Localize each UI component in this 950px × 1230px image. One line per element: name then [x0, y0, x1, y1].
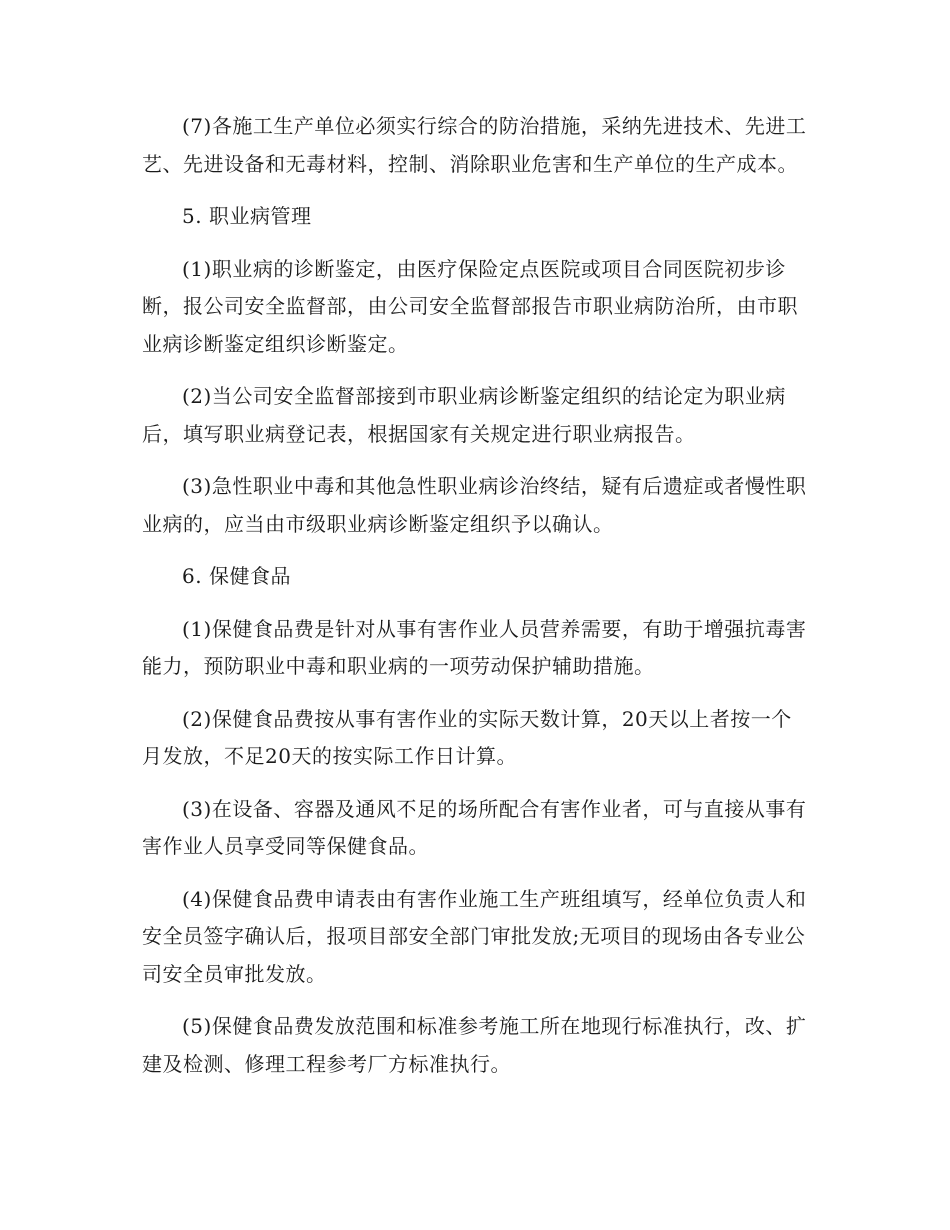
paragraph-3-equal-treatment: (3)在设备、容器及通风不足的场所配合有害作业者，可与直接从事有害作业人员享受同等保健食品。: [142, 796, 807, 858]
paragraph-1-diagnosis: (1)职业病的诊断鉴定，由医疗保险定点医院或项目合同医院初步诊断，报公司安全监督部，由公司安全监督部报告市职业病防治所，由市职业病诊断鉴定组织诊断鉴定。: [142, 256, 798, 356]
paragraph-5-standard: (5)保健食品费发放范围和标准参考施工所在地现行标准执行，改、扩建及检测、修理工程参考厂方标准执行。: [142, 1014, 807, 1076]
section-heading-occupational-disease: 5. 职业病管理: [182, 204, 312, 228]
paragraph-4-application: (4)保健食品费申请表由有害作业施工生产班组填写，经单位负责人和安全员签字确认后，报项目部安全部门审批发放;无项目的现场由各专业公司安全员审批发放。: [142, 886, 807, 986]
section-heading-health-food: 6. 保健食品: [182, 564, 291, 588]
paragraph-2-registration: (2)当公司安全监督部接到市职业病诊断鉴定组织的结论定为职业病后，填写职业病登记表，根据国家有关规定进行职业病报告。: [142, 384, 786, 446]
paragraph-1-health-food-purpose: (1)保健食品费是针对从事有害作业人员营养需要，有助于增强抗毒害能力，预防职业中毒和职业病的一项劳动保护辅助措施。: [142, 616, 807, 678]
paragraph-3-confirmation: (3)急性职业中毒和其他急性职业病诊治终结，疑有后遗症或者慢性职业病的，应当由市级职业病诊断鉴定组织予以确认。: [142, 474, 807, 536]
paragraph-2-calculation: (2)保健食品费按从事有害作业的实际天数计算，20天以上者按一个月发放，不足20天的按实际工作日计算。: [142, 706, 792, 768]
paragraph-7-prevention-measures: (7)各施工生产单位必须实行综合的防治措施，采纳先进技术、先进工艺、先进设备和无毒材料，控制、消除职业危害和生产单位的生产成本。: [142, 114, 807, 176]
